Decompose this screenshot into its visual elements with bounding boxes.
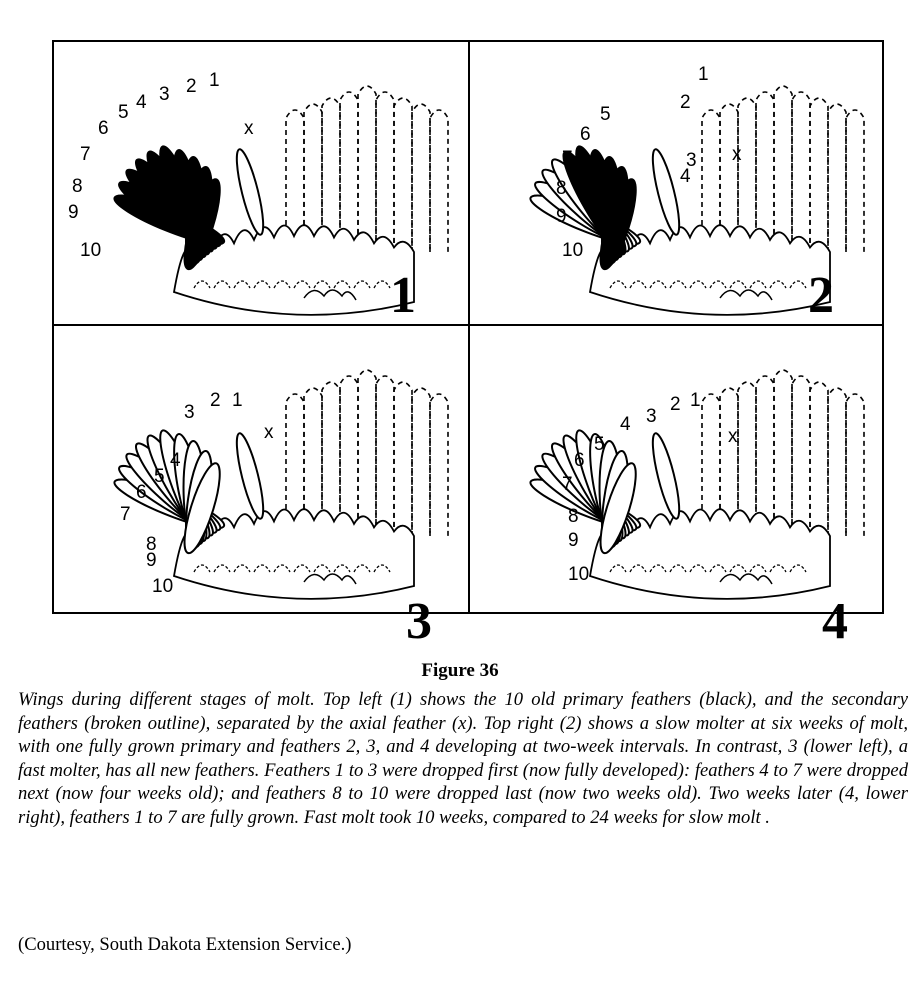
feather-number-label: 7 [562, 474, 573, 495]
feather-number-label: 8 [556, 178, 567, 199]
stage-number: 1 [390, 267, 416, 324]
feather-number-label: 1 [698, 64, 709, 85]
feather-number-label: 10 [562, 240, 584, 261]
axial-feather-label: x [244, 118, 254, 139]
secondary-feather [430, 110, 448, 252]
secondary-feather [774, 370, 792, 536]
axial-feather [232, 431, 269, 520]
wing-panel-4 [470, 326, 884, 650]
axial-feather [648, 147, 685, 236]
wing-drawing [470, 326, 884, 650]
axial-feather [232, 147, 269, 236]
secondary-feathers [702, 370, 864, 536]
secondary-feather [846, 394, 864, 536]
stage-number: 3 [406, 593, 432, 650]
feather-number-label: 8 [146, 534, 157, 555]
wing-drawing [54, 42, 468, 324]
secondary-feathers [286, 370, 448, 536]
feather-number-label: 9 [556, 206, 567, 227]
feather-number-label: 6 [98, 118, 109, 139]
secondary-feather [828, 104, 846, 252]
feather-number-label: 2 [210, 390, 221, 411]
wing-drawing [470, 42, 884, 324]
feather-number-label: 4 [620, 414, 631, 435]
feather-number-label: 10 [152, 576, 174, 597]
secondary-feathers [702, 86, 864, 252]
feather-number-label: 1 [232, 390, 243, 411]
secondary-feather [846, 110, 864, 252]
secondary-feather [810, 98, 828, 252]
secondary-feather [358, 86, 376, 252]
figure-grid [52, 40, 884, 650]
feather-number-label: 3 [646, 406, 657, 427]
secondary-feathers [286, 86, 448, 252]
feather-number-label: 5 [600, 104, 611, 125]
secondary-feather [394, 382, 412, 536]
stage-number: 4 [822, 593, 848, 650]
secondary-feather [412, 388, 430, 536]
feather-number-label: 3 [184, 402, 195, 423]
feather-number-label: 1 [209, 70, 220, 91]
secondary-feather [792, 376, 810, 536]
feather-number-label: 3 [686, 150, 697, 171]
feather-number-label: 5 [118, 102, 129, 123]
wing-panel-1 [54, 42, 470, 326]
stage-number: 2 [808, 267, 834, 324]
secondary-feather [394, 98, 412, 252]
secondary-feather [376, 92, 394, 252]
axial-feather-label: x [264, 422, 274, 443]
feather-number-label: 9 [68, 202, 79, 223]
secondary-feather [828, 388, 846, 536]
axial-feather-label: x [728, 426, 738, 447]
feather-number-label: 9 [568, 530, 579, 551]
axial-feather-label: x [732, 144, 742, 165]
secondary-feather [810, 382, 828, 536]
secondary-feather [792, 92, 810, 252]
feather-number-label: 6 [580, 124, 591, 145]
feather-number-label: 4 [680, 166, 691, 187]
feather-number-label: 4 [136, 92, 147, 113]
wing-panel-3 [54, 326, 470, 650]
figure-credit: (Courtesy, South Dakota Extension Service.) [18, 934, 352, 955]
feather-number-label: 7 [562, 148, 573, 169]
feather-number-label: 4 [170, 450, 181, 471]
feather-number-label: 8 [568, 506, 579, 527]
feather-number-label: 6 [574, 450, 585, 471]
wing-drawing [54, 326, 468, 650]
feather-number-label: 7 [80, 144, 91, 165]
figure-caption: Wings during different stages of molt. Top left (1) shows the 10 old primary feathers (black), and the secondary feathers (broken outline), separated by the axial feather (x). Top right (2) shows a slow molter at six weeks of molt, with one fully grown primary and feathers 2, 3, and 4 developing at two-week intervals. In contrast, 3 (lower left), a fast molter, has all new feathers. Feathers 1 to 3 were dropped first (now fully developed): feathers 4 to 7 were dropped next (now four weeks old); and feathers 8 to 10 were dropped last (now two weeks old). Two weeks later (4, lower right), feathers 1 to 7 are fully grown. Fast molt took 10 weeks, compared to 24 weeks for slow molt . [18, 689, 908, 828]
axial-feather [648, 431, 685, 520]
wing-panel-2 [470, 42, 884, 326]
secondary-feather [358, 370, 376, 536]
feather-number-label: 6 [136, 482, 147, 503]
feather-number-label: 1 [690, 390, 701, 411]
feather-number-label: 7 [120, 504, 131, 525]
secondary-feather [430, 394, 448, 536]
secondary-feather [774, 86, 792, 252]
secondary-feather [412, 104, 430, 252]
feather-number-label: 5 [594, 434, 605, 455]
feather-number-label: 3 [159, 84, 170, 105]
feather-number-label: 2 [186, 76, 197, 97]
feather-number-label: 10 [568, 564, 590, 585]
secondary-feather [376, 376, 394, 536]
figure-title: Figure 36 [421, 660, 499, 681]
feather-number-label: 2 [680, 92, 691, 113]
feather-number-label: 10 [80, 240, 102, 261]
feather-number-label: 5 [154, 466, 165, 487]
feather-number-label: 8 [72, 176, 83, 197]
feather-number-label: 9 [146, 550, 157, 571]
feather-number-label: 2 [670, 394, 681, 415]
